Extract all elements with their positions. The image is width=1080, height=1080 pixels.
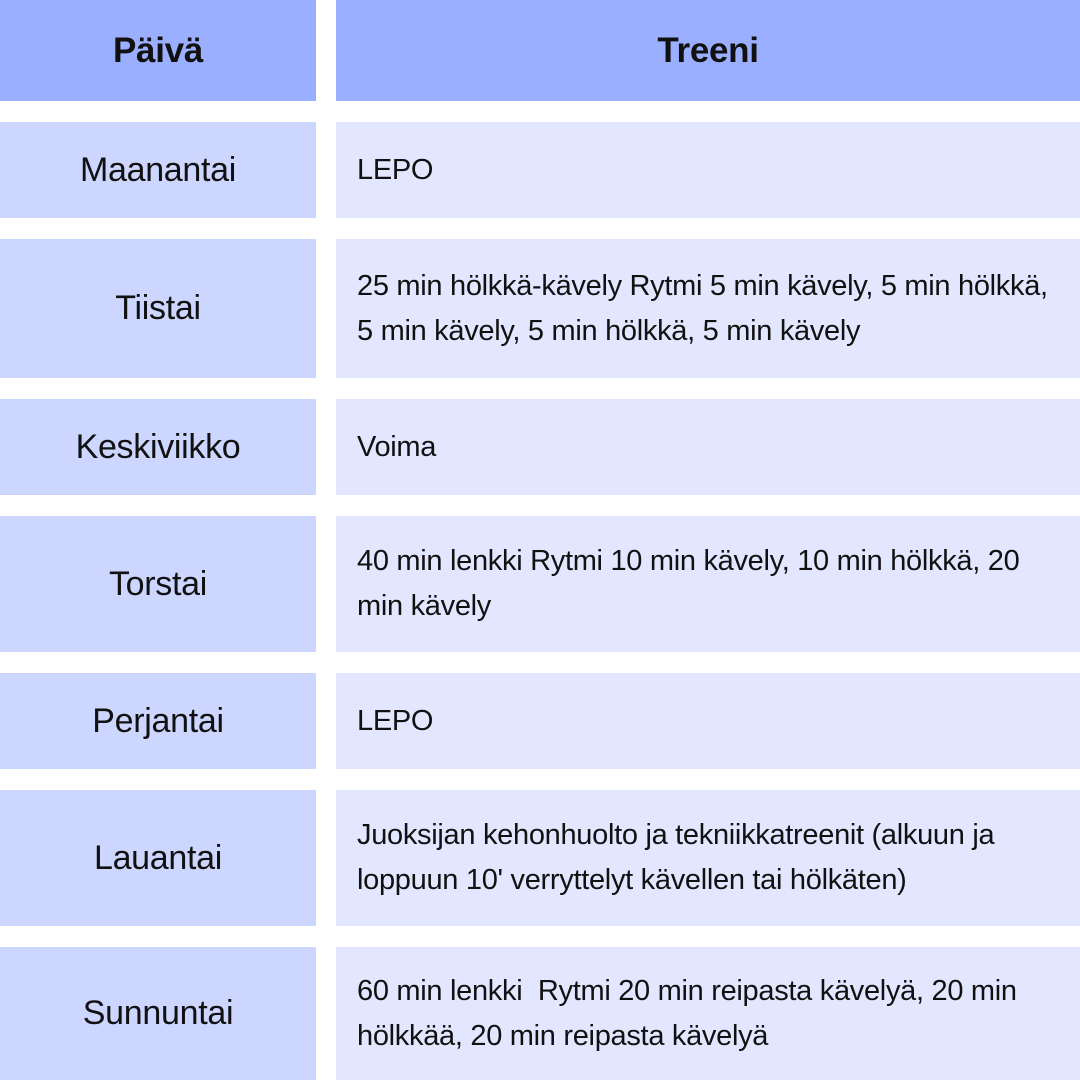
workout-cell: Voima [336, 399, 1080, 495]
table-row-thursday [0, 516, 1080, 652]
workout-cell: 60 min lenkki Rytmi 20 min reipasta kävelyä, 20 min hölkkää, 20 min reipasta kävelyä [336, 947, 1080, 1080]
table-row-wednesday [0, 399, 1080, 495]
table-header-row [0, 0, 1080, 101]
day-cell: Perjantai [0, 673, 316, 769]
day-cell: Sunnuntai [0, 947, 316, 1080]
header-day: Päivä [0, 0, 316, 101]
header-workout: Treeni [336, 0, 1080, 101]
workout-cell: Juoksijan kehonhuolto ja tekniikkatreenit (alkuun ja loppuun 10' verryttelyt kävellen tai hölkäten) [336, 790, 1080, 926]
table-row-friday [0, 673, 1080, 769]
table-row-monday [0, 122, 1080, 218]
table-row-sunday [0, 947, 1080, 1080]
day-cell: Maanantai [0, 122, 316, 218]
day-cell: Torstai [0, 516, 316, 652]
table-row-tuesday [0, 239, 1080, 378]
workout-cell: LEPO [336, 673, 1080, 769]
workout-cell: 40 min lenkki Rytmi 10 min kävely, 10 min hölkkä, 20 min kävely [336, 516, 1080, 652]
column-gap [316, 239, 336, 378]
column-gap [316, 399, 336, 495]
column-gap [316, 122, 336, 218]
column-gap [316, 790, 336, 926]
day-cell: Tiistai [0, 239, 316, 378]
table-row-saturday [0, 790, 1080, 926]
column-gap [316, 516, 336, 652]
day-cell: Keskiviikko [0, 399, 316, 495]
workout-cell: 25 min hölkkä-kävely Rytmi 5 min kävely, 5 min hölkkä, 5 min kävely, 5 min hölkkä, 5 min kävely [336, 239, 1080, 378]
workout-cell: LEPO [336, 122, 1080, 218]
column-gap [316, 673, 336, 769]
column-gap [316, 947, 336, 1080]
day-cell: Lauantai [0, 790, 316, 926]
column-gap [316, 0, 336, 101]
